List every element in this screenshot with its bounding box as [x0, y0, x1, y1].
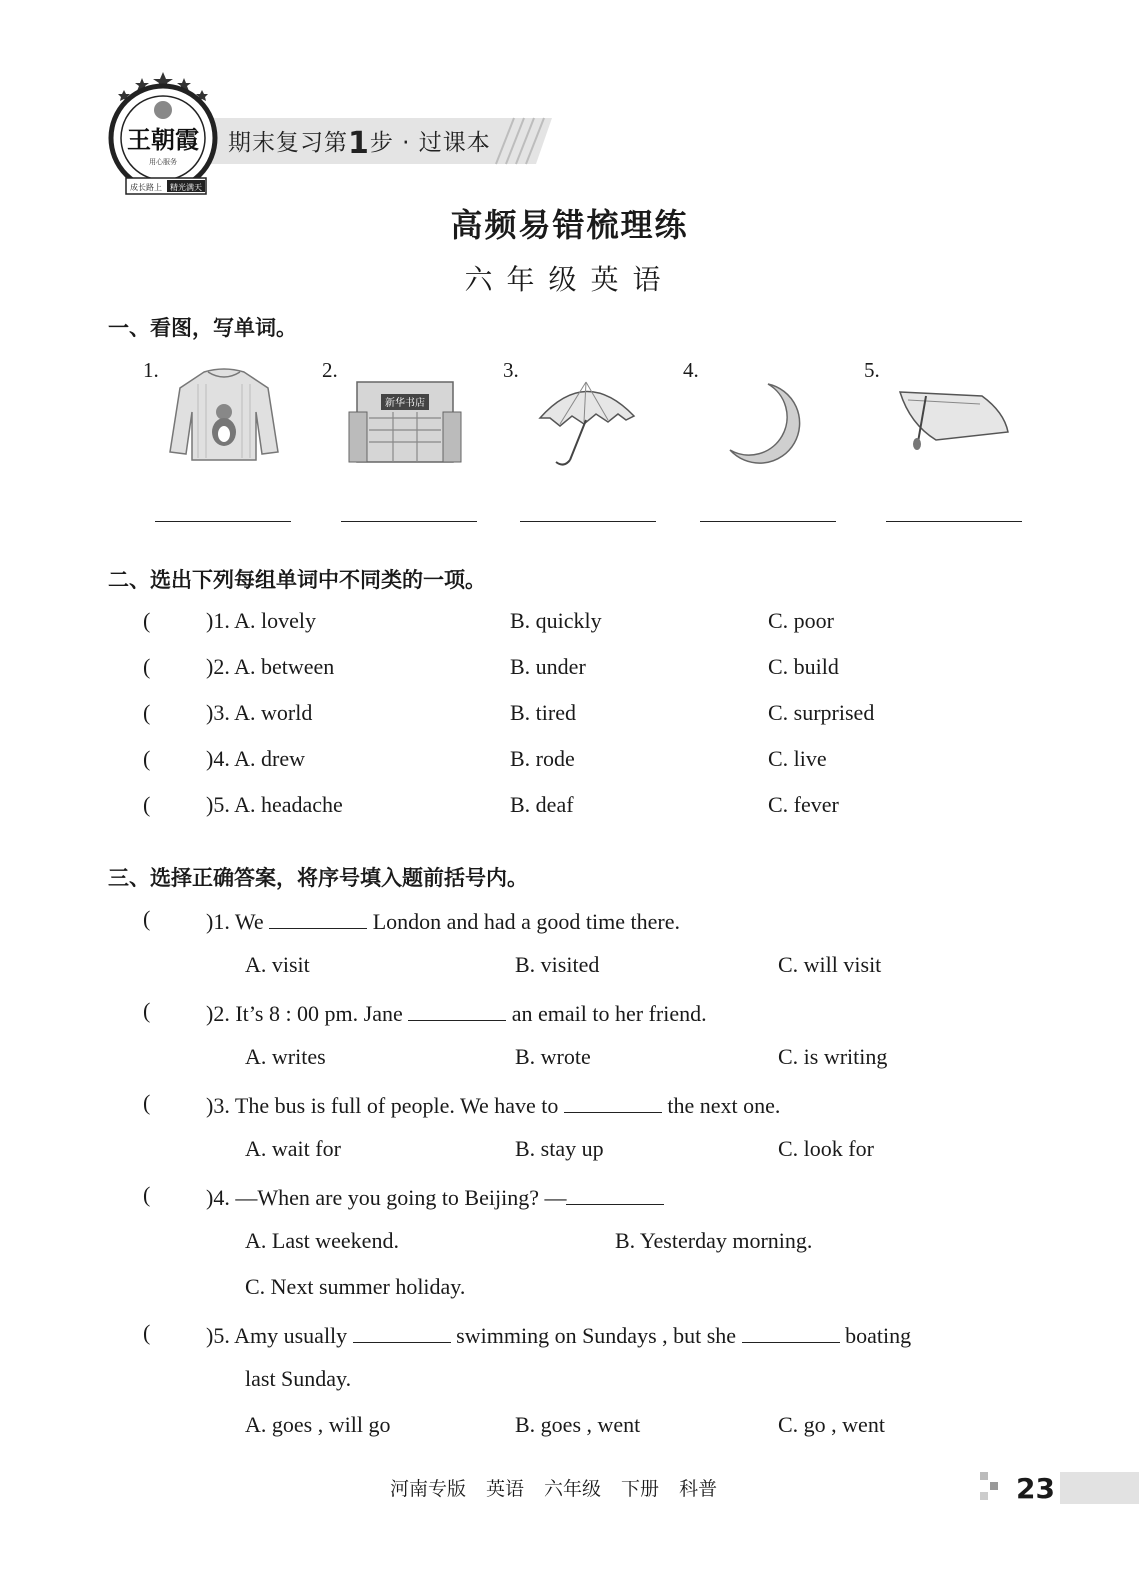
question-option-c: C. Next summer holiday. — [245, 1274, 466, 1299]
answer-blank[interactable] — [886, 521, 1022, 522]
footer-term: 下册 — [621, 1479, 660, 1500]
fill-blank[interactable] — [566, 1182, 664, 1205]
question-option-b: B. under — [510, 654, 586, 679]
footer-region: 河南专版 — [390, 1479, 467, 1500]
answer-blank[interactable] — [700, 521, 836, 522]
question-option-c: C. look for — [778, 1136, 874, 1161]
question-option-c: C. poor — [768, 608, 834, 633]
picture-number: 2. — [322, 358, 338, 382]
answer-paren[interactable]: ( — [143, 654, 151, 679]
question-option-b: B. stay up — [515, 1136, 604, 1161]
svg-text:新华书店: 新华书店 — [385, 398, 425, 409]
question-stem: )3. The bus is full of people. We have to the next one. — [206, 1090, 780, 1119]
answer-blank[interactable] — [520, 521, 656, 522]
answer-paren[interactable]: ( — [143, 1320, 151, 1345]
question-option-a: A. Last weekend. — [245, 1228, 399, 1253]
question-stem-continued: last Sunday. — [245, 1366, 352, 1391]
answer-paren[interactable]: ( — [143, 746, 151, 771]
question-option-b: B. tired — [510, 700, 576, 725]
fill-blank[interactable] — [353, 1320, 451, 1343]
section-3-heading: 三、选择正确答案，将序号填入题前括号内。 — [108, 866, 528, 890]
fill-blank[interactable] — [742, 1320, 840, 1343]
question-option-c: C. fever — [768, 792, 839, 817]
footer-subject: 英语 — [486, 1479, 525, 1500]
question-option-c: C. live — [768, 746, 827, 771]
question-option-a: )3. A. world — [206, 700, 313, 725]
picture-number: 4. — [683, 358, 699, 382]
page-number: 23 — [1016, 1472, 1055, 1505]
question-stem: )1. We London and had a good time there. — [206, 906, 680, 935]
answer-paren[interactable]: ( — [143, 1182, 151, 1207]
question-option-a: A. visit — [245, 952, 310, 977]
question-option-b: B. deaf — [510, 792, 574, 817]
question-option-a: A. writes — [245, 1044, 326, 1069]
umbrella-icon — [534, 372, 654, 472]
sweater-icon — [164, 364, 284, 464]
publisher-logo — [104, 70, 222, 202]
question-option-b: B. visited — [515, 952, 600, 977]
answer-paren[interactable]: ( — [143, 792, 151, 817]
picture-number: 1. — [143, 358, 159, 382]
page-subtitle: 六年级英语 — [464, 263, 675, 296]
answer-blank[interactable] — [155, 521, 291, 522]
question-option-a: )4. A. drew — [206, 746, 305, 771]
svg-text:成长路上: 成长路上 — [130, 183, 162, 192]
moon-icon — [716, 380, 836, 480]
question-option-a: A. wait for — [245, 1136, 341, 1161]
question-option-c: C. go , went — [778, 1412, 885, 1437]
picture-number: 3. — [503, 358, 519, 382]
question-option-c: C. build — [768, 654, 839, 679]
banner-label: 期末复习第1步 · 过课本 — [228, 126, 491, 161]
section-1-heading: 一、看图，写单词。 — [108, 316, 297, 340]
question-option-c: C. surprised — [768, 700, 875, 725]
svg-text:精光满天: 精光满天 — [170, 183, 202, 192]
question-option-a: )1. A. lovely — [206, 608, 316, 633]
question-option-a: )5. A. headache — [206, 792, 343, 817]
svg-text:用心服务: 用心服务 — [149, 158, 177, 166]
answer-paren[interactable]: ( — [143, 608, 151, 633]
fill-blank[interactable] — [564, 1090, 662, 1113]
picture-number: 5. — [864, 358, 880, 382]
fill-blank[interactable] — [408, 998, 506, 1021]
answer-blank[interactable] — [341, 521, 477, 522]
question-option-b: B. rode — [510, 746, 575, 771]
question-option-b: B. quickly — [510, 608, 602, 633]
answer-paren[interactable]: ( — [143, 998, 151, 1023]
answer-paren[interactable]: ( — [143, 1090, 151, 1115]
question-option-b: B. wrote — [515, 1044, 591, 1069]
bookstore-icon — [345, 372, 465, 472]
question-option-b: B. Yesterday morning. — [615, 1228, 813, 1253]
boat-icon — [896, 382, 1016, 482]
footer-info — [390, 1474, 737, 1501]
page-number-box — [980, 1472, 1139, 1504]
question-option-b: B. goes , went — [515, 1412, 641, 1437]
question-stem: )2. It’s 8 : 00 pm. Jane an email to her friend. — [206, 998, 707, 1027]
question-stem: )5. Amy usually swimming on Sundays , but she boating — [206, 1320, 911, 1349]
question-option-a: A. goes , will go — [245, 1412, 391, 1437]
question-option-c: C. is writing — [778, 1044, 888, 1069]
answer-paren[interactable]: ( — [143, 700, 151, 725]
question-option-c: C. will visit — [778, 952, 882, 977]
page-title: 高频易错梳理练 — [450, 206, 689, 244]
fill-blank[interactable] — [269, 906, 367, 929]
footer-publisher: 科普 — [679, 1479, 718, 1500]
question-stem: )4. —When are you going to Beijing? — — [206, 1182, 664, 1211]
section-2-heading: 二、选出下列每组单词中不同类的一项。 — [108, 568, 486, 592]
question-option-a: )2. A. between — [206, 654, 335, 679]
answer-paren[interactable]: ( — [143, 906, 151, 931]
footer-grade: 六年级 — [544, 1479, 602, 1500]
svg-text:王朝霞: 王朝霞 — [127, 125, 199, 154]
